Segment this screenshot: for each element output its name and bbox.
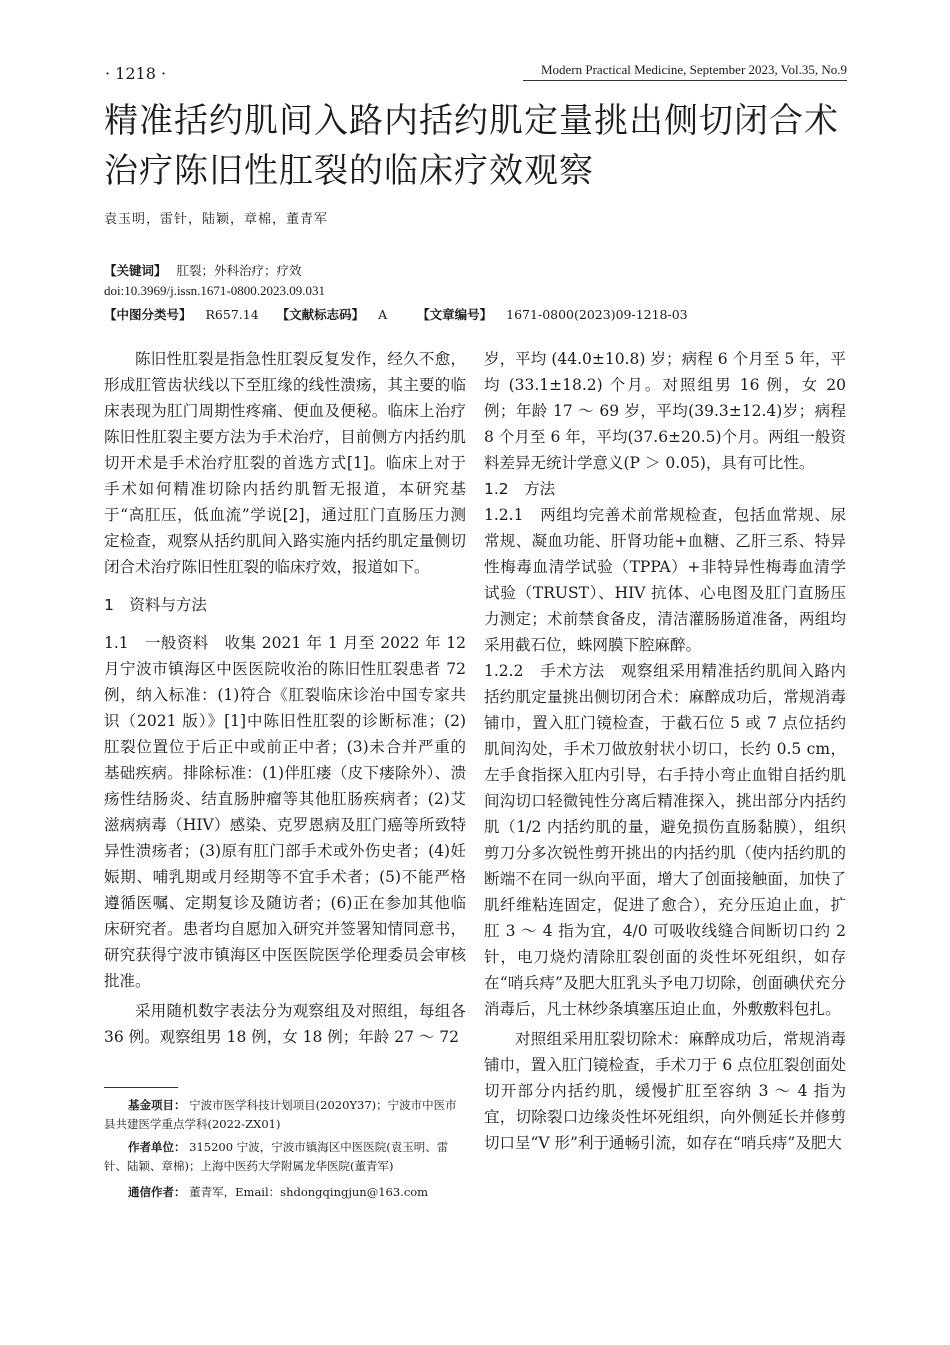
footnote-unit <box>104 1138 466 1176</box>
corr-label: 通信作者： <box>128 1185 186 1199</box>
grouping-paragraph: 采用随机数字表法分为观察组及对照组，每组各 36 例。观察组男 18 例，女 18 例；年龄 27 ～ 72 <box>104 1002 466 1046</box>
section-1-2-1-paragraph: 1.2.1 两组均完善术前常规检查，包括血常规、尿常规、凝血功能、肝肾功能+血糖、乙肝三系、特异性梅毒血清学试验（TPPA）+非特异性梅毒血清学试验（TRUST）、HIV 抗体、心电图及肛门直肠压力测定；术前禁食备皮，清洁灌肠肠道准备，两组均采用截石位，蛛网膜下腔麻醉。 <box>484 506 846 654</box>
article-title: 精准括约肌间入路内括约肌定量挑出侧切闭合术治疗陈旧性肛裂的临床疗效观察 <box>104 101 839 191</box>
section-1-2-2-paragraph: 1.2.2 手术方法 观察组采用精准括约肌间入路内括约肌定量挑出侧切闭合术：麻醉成功后，常规消毒铺巾，置入肛门镜检查，于截石位 5 或 7 点位括约肌间沟处，手术刀做放射状小切口，长约 0.5 cm，左手食指探入肛内引导，右手持小弯止血钳自括约肌间沟切口轻微钝性分离后精准探入，挑出部分内括约肌（1/2 内括约肌的量，避免损伤直肠黏膜），组织剪刀分多次锐性剪开挑出的内括约肌（使内括约肌的断端不在同一纵向平面，增大了创面接触面，加快了肌纤维粘连固定，促进了愈合），充分压迫止血，扩肛 3 ～ 4 指为宜，4/0 可吸收线缝合间断切口约 2 针，电刀烧灼清除肛裂创面的炎性坏死组织，如存在“哨兵痔”及肥大肛乳头予电刀切除，创面碘伏充分消毒后，凡士林纱条填塞压迫止血，外敷敷料包扎。 <box>484 662 846 1018</box>
fund-value: 宁波市医学科技计划项目(2020Y37)；宁波市中医市县共建医学重点学科(2022-ZX01) <box>104 1098 457 1131</box>
keywords-line <box>104 261 302 279</box>
intro-paragraph: 陈旧性肛裂是指急性肛裂反复发作，经久不愈，形成肛管齿状线以下至肛缘的线性溃疡，其主要的临床表现为肛门周期性疼痛、便血及便秘。临床上治疗陈旧性肛裂主要方法为手术治疗，目前侧方内括约肌切开术是手术治疗肛裂的首选方式[1]。临床上对于手术如何精准切除内括约肌暂无报道，本研究基于“高肛压，低血流”学说[2]，通过肛门直肠压力测定检查，观察从括约肌间入路实施内括约肌定量侧切闭合术治疗陈旧性肛裂的临床疗效，报道如下。 <box>104 350 466 576</box>
section-1-1-paragraph: 1.1 一般资料 收集 2021 年 1 月至 2022 年 12 月宁波市镇海区中医医院收治的陈旧性肛裂患者 72 例，纳入标准：(1)符合《肛裂临床诊治中国专家共识（2021 版）》[1]中陈旧性肛裂的诊断标准；(2) 肛裂位置位于后正中或前正中者；(3)未合并严重的基础疾病。排除标准：(1)伴肛瘘（皮下瘘除外）、溃疡性结肠炎、结直肠肿瘤等其他肛肠疾病者；(2)艾滋病病毒（HIV）感染、克罗恩病及肛门癌等所致特异性溃疡者；(3)原有肛门部手术或外伤史者；(4)妊娠期、哺乳期或月经期等不宜手术者；(5)不能严格遵循医嘱、定期复诊及随访者；(6)正在参加其他临床研究者。患者均自愿加入研究并签署知情同意书，研究获得宁波市镇海区中医医院医学伦理委员会审核批准。 <box>104 634 466 990</box>
section-1-2-heading: 1.2 方法 <box>484 480 556 498</box>
corr-value: 董青军，Email：shdongqingjun@163.com <box>189 1185 429 1199</box>
footnote-rule <box>104 1087 178 1088</box>
doi-line: doi:10.3969/j.issn.1671-0800.2023.09.031 <box>104 283 326 298</box>
keywords-value: 肛裂；外科治疗；疗效 <box>176 263 302 278</box>
doc-code-value: A <box>378 307 388 322</box>
section-1-heading: 1 资料与方法 <box>104 596 207 614</box>
right-column <box>484 346 846 1156</box>
author-list: 袁玉明，雷针，陆颖，章棉，董青军 <box>104 212 329 227</box>
footnote-fund <box>104 1096 466 1134</box>
unit-label: 作者单位： <box>128 1140 186 1154</box>
header-rule <box>523 80 847 81</box>
doc-code-label: 【文献标志码】 <box>276 307 365 322</box>
unit-value: 315200 宁波，宁波市镇海区中医医院(袁玉明、雷针、陆颖、章棉)；上海中医药大学附属龙华医院(董青军) <box>104 1140 449 1173</box>
left-column <box>104 346 466 1050</box>
classification-line <box>104 305 688 323</box>
footnote-correspondence <box>104 1183 466 1202</box>
article-number-label: 【文章编号】 <box>417 307 493 322</box>
page-number: · 1218 · <box>105 64 167 83</box>
article-number-value: 1671-0800(2023)09-1218-03 <box>506 307 688 322</box>
baseline-paragraph: 岁，平均 (44.0±10.8) 岁；病程 6 个月至 5 年，平均 (33.1±18.2) 个月。对照组男 16 例，女 20 例；年龄 17 ～ 69 岁，平均(39.3±12.4)岁；病程 8 个月至 6 年，平均(37.6±20.5)个月。两组一般资料差异无统计学意义(P ＞ 0.05)，具有可比性。 <box>484 350 846 472</box>
control-group-paragraph: 对照组采用肛裂切除术：麻醉成功后，常规消毒铺巾，置入肛门镜检查，手术刀于 6 点位肛裂创面处切开部分内括约肌，缓慢扩肛至容纳 3 ～ 4 指为宜，切除裂口边缘炎性坏死组织，向外侧延长并修剪切口呈“V 形”利于通畅引流，如存在“哨兵痔”及肥大 <box>484 1030 846 1152</box>
journal-header: Modern Practical Medicine, September 2023, Vol.35, No.9 <box>540 62 847 77</box>
clc-value: R657.14 <box>205 307 259 322</box>
clc-label: 【中图分类号】 <box>104 307 192 322</box>
fund-label: 基金项目： <box>128 1098 186 1112</box>
keywords-label: 【关键词】 <box>104 263 167 278</box>
